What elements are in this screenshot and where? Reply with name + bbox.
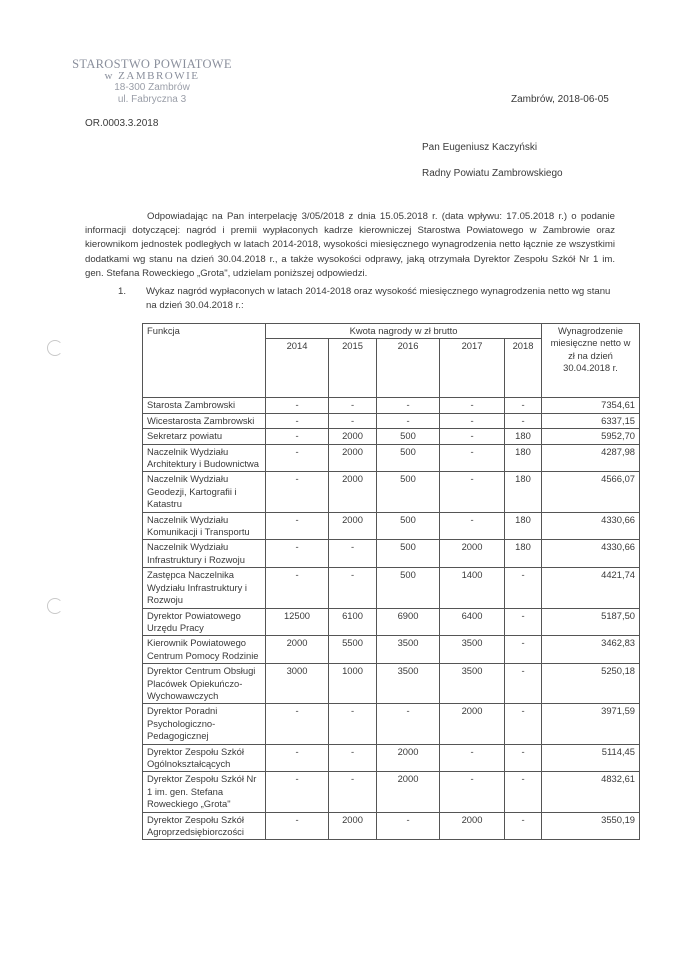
cell-function: Naczelnik Wydziału Architektury i Budownictwa: [143, 444, 266, 472]
header-year-2015: 2015: [329, 339, 377, 398]
cell-2018: -: [505, 744, 542, 772]
stamp-line-1: STAROSTWO POWIATOWE: [72, 57, 232, 71]
table-row: [143, 636, 640, 664]
punch-hole-mark-2: [47, 598, 63, 614]
table-row: [143, 429, 640, 444]
table-row: [143, 664, 640, 704]
cell-2015: -: [329, 540, 377, 568]
cell-2018: 180: [505, 540, 542, 568]
cell-salary: 3550,19: [542, 812, 640, 840]
cell-function: Naczelnik Wydziału Komunikacji i Transportu: [143, 512, 266, 540]
cell-salary: 5114,45: [542, 744, 640, 772]
cell-2014: -: [266, 413, 329, 428]
cell-function: Dyrektor Zespołu Szkół Agroprzedsiębiorczości: [143, 812, 266, 840]
cell-2016: -: [377, 398, 440, 413]
cell-function: Zastępca Naczelnika Wydziału Infrastruktury i Rozwoju: [143, 568, 266, 608]
cell-2015: 2000: [329, 812, 377, 840]
cell-2018: 180: [505, 472, 542, 512]
cell-2016: 2000: [377, 772, 440, 812]
cell-2017: 2000: [440, 704, 505, 744]
cell-2016: 2000: [377, 744, 440, 772]
header-year-2018: 2018: [505, 339, 542, 398]
cell-2018: -: [505, 413, 542, 428]
cell-salary: 5187,50: [542, 608, 640, 636]
cell-function: Naczelnik Wydziału Infrastruktury i Rozwoju: [143, 540, 266, 568]
stamp-line-2: w ZAMBROWIE: [104, 70, 200, 82]
letter-date: Zambrów, 2018-06-05: [511, 94, 609, 105]
cell-function: Dyrektor Poradni Psychologiczno-Pedagogicznej: [143, 704, 266, 744]
cell-2017: -: [440, 413, 505, 428]
cell-salary: 4566,07: [542, 472, 640, 512]
table-row: [143, 398, 640, 413]
cell-2017: -: [440, 512, 505, 540]
cell-2015: 2000: [329, 444, 377, 472]
cell-2014: 2000: [266, 636, 329, 664]
cell-2017: -: [440, 398, 505, 413]
cell-salary: 6337,15: [542, 413, 640, 428]
cell-2017: 3500: [440, 664, 505, 704]
cell-2017: -: [440, 429, 505, 444]
cell-2016: 500: [377, 472, 440, 512]
header-function: Funkcja: [143, 324, 266, 398]
table-row: [143, 472, 640, 512]
cell-function: Naczelnik Wydziału Geodezji, Kartografii i Katastru: [143, 472, 266, 512]
recipient-name: Pan Eugeniusz Kaczyński: [422, 142, 538, 153]
cell-2015: 6100: [329, 608, 377, 636]
cell-2016: 500: [377, 429, 440, 444]
cell-function: Dyrektor Centrum Obsługi Placówek Opiekuńczo-Wychowawczych: [143, 664, 266, 704]
cell-2015: 2000: [329, 472, 377, 512]
cell-salary: 4287,98: [542, 444, 640, 472]
cell-2016: 3500: [377, 636, 440, 664]
cell-function: Wicestarosta Zambrowski: [143, 413, 266, 428]
cell-2015: 5500: [329, 636, 377, 664]
cell-2017: 3500: [440, 636, 505, 664]
cell-function: Dyrektor Powiatowego Urzędu Pracy: [143, 608, 266, 636]
cell-2014: -: [266, 772, 329, 812]
header-year-2016: 2016: [377, 339, 440, 398]
cell-2017: -: [440, 444, 505, 472]
table-row: [143, 772, 640, 812]
cell-2014: -: [266, 472, 329, 512]
table-row: [143, 812, 640, 840]
cell-2014: -: [266, 444, 329, 472]
cell-2018: -: [505, 636, 542, 664]
cell-2015: 2000: [329, 429, 377, 444]
cell-2018: -: [505, 398, 542, 413]
cell-2014: -: [266, 704, 329, 744]
cell-salary: 3462,83: [542, 636, 640, 664]
table-header-row: [143, 324, 640, 339]
cell-salary: 7354,61: [542, 398, 640, 413]
cell-2016: -: [377, 704, 440, 744]
cell-2014: -: [266, 812, 329, 840]
cell-salary: 3971,59: [542, 704, 640, 744]
cell-2014: 3000: [266, 664, 329, 704]
cell-salary: 4330,66: [542, 512, 640, 540]
cell-2016: 6900: [377, 608, 440, 636]
cell-2016: 500: [377, 444, 440, 472]
header-salary: Wynagrodzenie miesięczne netto w zł na dzień 30.04.2018 r.: [542, 324, 640, 398]
cell-2018: -: [505, 772, 542, 812]
awards-table: [142, 323, 640, 840]
cell-2014: 12500: [266, 608, 329, 636]
cell-2017: -: [440, 744, 505, 772]
cell-2015: 2000: [329, 512, 377, 540]
stamp-line-4: ul. Fabryczna 3: [117, 94, 187, 105]
cell-2015: -: [329, 413, 377, 428]
punch-hole-mark-1: [47, 340, 63, 356]
cell-salary: 5952,70: [542, 429, 640, 444]
cell-2014: -: [266, 429, 329, 444]
cell-2017: 1400: [440, 568, 505, 608]
cell-2015: -: [329, 398, 377, 413]
table-row: [143, 568, 640, 608]
office-stamp: [72, 58, 232, 106]
table-row: [143, 744, 640, 772]
table-body: [143, 398, 640, 840]
cell-2018: -: [505, 812, 542, 840]
cell-2018: 180: [505, 444, 542, 472]
cell-function: Dyrektor Zespołu Szkół Nr 1 im. gen. Stefana Roweckiego „Grota": [143, 772, 266, 812]
cell-salary: 5250,18: [542, 664, 640, 704]
list-item-text: Wykaz nagród wypłaconych w latach 2014-2018 oraz wysokość miesięcznego wynagrodzenia netto wg stanu na dzień 30.04.2018 r.:: [146, 286, 611, 311]
recipient-title: Radny Powiatu Zambrowskiego: [422, 168, 563, 179]
cell-2014: -: [266, 512, 329, 540]
cell-2016: -: [377, 413, 440, 428]
cell-2017: 2000: [440, 540, 505, 568]
cell-salary: 4330,66: [542, 540, 640, 568]
cell-2017: -: [440, 772, 505, 812]
cell-salary: 4421,74: [542, 568, 640, 608]
cell-2018: -: [505, 704, 542, 744]
table-row: [143, 413, 640, 428]
table-row: [143, 704, 640, 744]
cell-2018: 180: [505, 512, 542, 540]
cell-2015: -: [329, 772, 377, 812]
cell-2015: 1000: [329, 664, 377, 704]
table-row: [143, 608, 640, 636]
cell-2018: 180: [505, 429, 542, 444]
intro-paragraph: Odpowiadając na Pan interpelację 3/05/2018 z dnia 15.05.2018 r. (data wpływu: 17.05.2018 r.) o podanie informacji dotyczącej: nagród i premii wypłaconych kadrze kierowniczej Starostwa Powiatowego w Zambrowie oraz kierownikom jednostek podległych w latach 2014-2018, wysokości miesięcznego wynagrodzenia netto łącznie ze wszystkimi dodatkami wg stanu na dzień 30.04.2018 r., a także wysokości odprawy, jaką otrzymała Dyrektor Zespołu Szkół Nr 1 im. gen. Stefana Roweckiego „Grota", udzielam poniższej odpowiedzi.: [85, 211, 615, 279]
header-award: Kwota nagrody w zł brutto: [266, 324, 542, 339]
cell-2018: -: [505, 568, 542, 608]
cell-2014: -: [266, 540, 329, 568]
cell-2016: 500: [377, 512, 440, 540]
cell-2016: 500: [377, 568, 440, 608]
table-row: [143, 512, 640, 540]
reference-number: OR.0003.3.2018: [85, 118, 159, 129]
cell-function: Dyrektor Zespołu Szkół Ogólnokształcących: [143, 744, 266, 772]
header-year-2014: 2014: [266, 339, 329, 398]
cell-function: Kierownik Powiatowego Centrum Pomocy Rodzinie: [143, 636, 266, 664]
cell-2016: 500: [377, 540, 440, 568]
stamp-line-3: 18-300 Zambrów: [114, 82, 190, 93]
cell-2015: -: [329, 744, 377, 772]
cell-2017: -: [440, 472, 505, 512]
cell-function: Sekretarz powiatu: [143, 429, 266, 444]
cell-2015: -: [329, 704, 377, 744]
cell-2017: 6400: [440, 608, 505, 636]
cell-2016: 3500: [377, 664, 440, 704]
cell-2018: -: [505, 664, 542, 704]
cell-2018: -: [505, 608, 542, 636]
cell-2015: -: [329, 568, 377, 608]
list-item-number: 1.: [118, 286, 127, 297]
table-row: [143, 444, 640, 472]
cell-salary: 4832,61: [542, 772, 640, 812]
cell-2014: -: [266, 744, 329, 772]
cell-2014: -: [266, 568, 329, 608]
cell-2016: -: [377, 812, 440, 840]
cell-2014: -: [266, 398, 329, 413]
header-year-2017: 2017: [440, 339, 505, 398]
table-row: [143, 540, 640, 568]
cell-2017: 2000: [440, 812, 505, 840]
cell-function: Starosta Zambrowski: [143, 398, 266, 413]
